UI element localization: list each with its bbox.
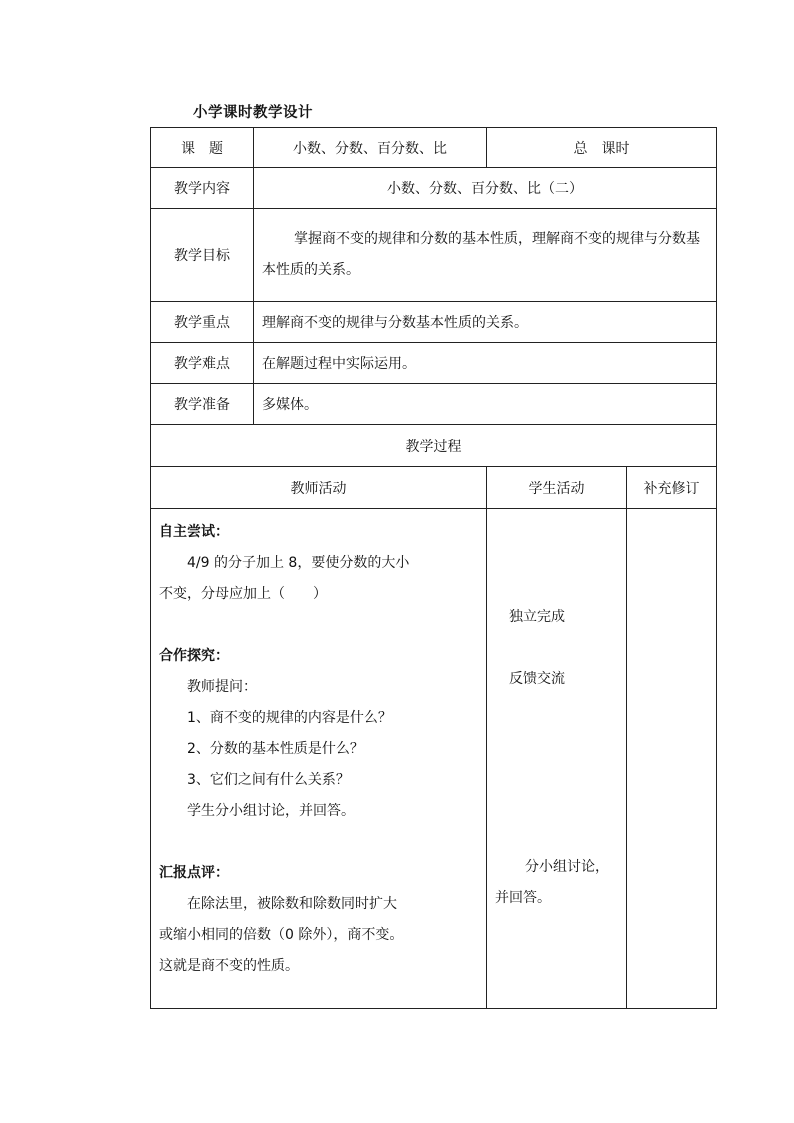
- teacher-question: 1、商不变的规律的内容是什么？: [187, 710, 392, 726]
- student-line: 并回答。: [495, 890, 551, 906]
- teacher-line: 4/9 的分子加上 8，要使分数的大小: [187, 555, 410, 571]
- process-title: 教学过程: [151, 425, 717, 467]
- teacher-line: 教师提问：: [187, 679, 257, 695]
- column-teacher-activity: 教师活动: [151, 467, 487, 509]
- content-label: 教学内容: [151, 168, 254, 209]
- table-row-process-columns: [151, 467, 717, 509]
- student-line: 独立完成: [509, 609, 565, 625]
- preparation-value: 多媒体。: [254, 384, 717, 425]
- teacher-line: 这就是商不变的性质。: [159, 958, 299, 974]
- revision-cell: [627, 509, 717, 1009]
- teacher-activity-cell: [151, 509, 487, 1009]
- section-report-review: 汇报点评：: [159, 865, 229, 881]
- table-row-subject: [151, 128, 717, 168]
- teacher-line: 在除法里，被除数和除数同时扩大: [187, 896, 397, 912]
- goal-label: 教学目标: [151, 209, 254, 302]
- teacher-line: 不变，分母应加上（ ）: [159, 586, 327, 602]
- key-point-value: 理解商不变的规律与分数基本性质的关系。: [254, 302, 717, 343]
- teacher-line: 学生分小组讨论，并回答。: [187, 803, 355, 819]
- goal-value: 掌握商不变的规律和分数的基本性质，理解商不变的规律与分数基本性质的关系。: [262, 231, 700, 278]
- section-self-attempt: 自主尝试：: [159, 524, 229, 540]
- student-activity-cell: [487, 509, 627, 1009]
- teacher-line: 或缩小相同的倍数（0 除外），商不变。: [159, 927, 404, 943]
- subject-value: 小数、分数、百分数、比: [254, 128, 487, 168]
- table-row-process-body: [151, 509, 717, 1009]
- section-cooperative-inquiry: 合作探究：: [159, 648, 229, 664]
- lesson-plan-table: [150, 127, 717, 1009]
- table-row-goal: [151, 209, 717, 302]
- preparation-label: 教学准备: [151, 384, 254, 425]
- document-title: 小学课时教学设计: [193, 105, 313, 121]
- total-hours-label: 总 课时: [487, 128, 717, 168]
- table-row-process-title: [151, 425, 717, 467]
- student-line: 反馈交流: [509, 671, 565, 687]
- table-row-difficulty: [151, 343, 717, 384]
- student-line: 分小组讨论，: [525, 859, 609, 875]
- difficulty-value: 在解题过程中实际运用。: [254, 343, 717, 384]
- table-row-content: [151, 168, 717, 209]
- content-value: 小数、分数、百分数、比（二）: [254, 168, 717, 209]
- table-row-preparation: [151, 384, 717, 425]
- column-revision: 补充修订: [627, 467, 717, 509]
- subject-label: 课 题: [151, 128, 254, 168]
- column-student-activity: 学生活动: [487, 467, 627, 509]
- difficulty-label: 教学难点: [151, 343, 254, 384]
- teacher-question: 3、它们之间有什么关系？: [187, 772, 350, 788]
- teacher-question: 2、分数的基本性质是什么？: [187, 741, 364, 757]
- table-row-key-point: [151, 302, 717, 343]
- key-point-label: 教学重点: [151, 302, 254, 343]
